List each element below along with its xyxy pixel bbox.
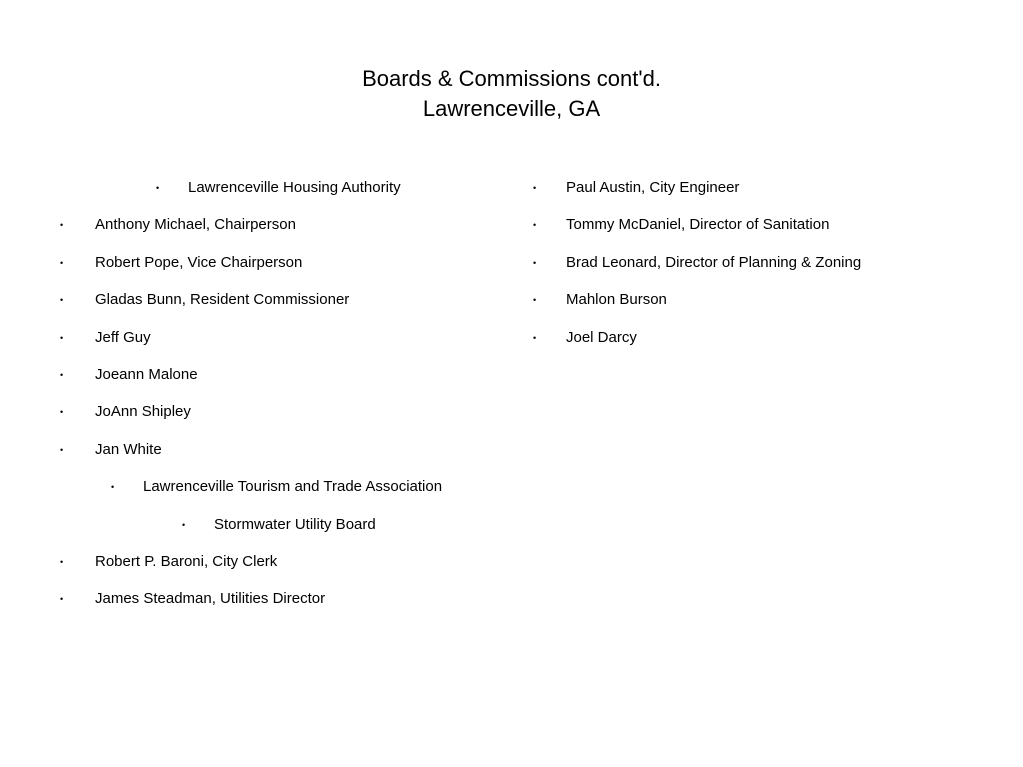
bullet-icon: •	[60, 220, 64, 231]
bullet-icon: •	[533, 183, 537, 193]
list-item	[0, 251, 1023, 288]
list-item	[0, 176, 1023, 213]
list-item-text: Robert P. Baroni, City Clerk	[95, 552, 278, 570]
bullet-icon: •	[60, 556, 64, 567]
list-item-text: Joeann Malone	[95, 365, 198, 383]
list-item	[0, 326, 1023, 363]
list-item-text: Joel Darcy	[566, 328, 637, 346]
bullet-icon: •	[182, 519, 186, 530]
list-item	[0, 363, 510, 400]
list-item	[0, 587, 510, 624]
list-item-text: Jeff Guy	[95, 328, 151, 346]
list-item-text: Anthony Michael, Chairperson	[95, 216, 296, 234]
bullet-icon: •	[533, 220, 537, 231]
list-item	[0, 288, 1023, 325]
list-item	[0, 438, 510, 475]
bullet-icon: •	[111, 482, 115, 493]
bullet-icon: •	[60, 594, 64, 605]
list-item-text: Lawrenceville Tourism and Trade Association	[143, 478, 443, 496]
list-item-text: Robert Pope, Vice Chairperson	[95, 253, 303, 271]
bullet-icon: •	[60, 369, 64, 380]
list-item-text: Stormwater Utility Board	[214, 515, 376, 533]
list-item-text: Brad Leonard, Director of Planning & Zoning	[566, 253, 862, 271]
list-item-text: Paul Austin, City Engineer	[566, 179, 740, 196]
bullet-icon: •	[60, 257, 64, 268]
list-item-text: Mahlon Burson	[566, 291, 667, 309]
right-bullet-list	[0, 176, 1023, 363]
list-item-heading	[0, 513, 510, 550]
list-item-text: Lawrenceville Housing Authority	[188, 179, 401, 196]
slide-title-line-1: Boards & Commissions cont'd.	[362, 66, 661, 91]
bullet-icon: •	[60, 332, 64, 343]
bullet-icon: •	[60, 444, 64, 455]
list-item	[0, 550, 510, 587]
list-item	[0, 213, 1023, 250]
bullet-icon: •	[156, 183, 160, 193]
list-item-text: JoAnn Shipley	[95, 403, 191, 421]
slide-title	[0, 64, 1023, 124]
list-item-heading	[0, 475, 510, 512]
list-item-text: James Steadman, Utilities Director	[95, 590, 326, 608]
list-item	[0, 400, 510, 437]
list-item-text: Gladas Bunn, Resident Commissioner	[95, 291, 350, 309]
slide-title-line-2: Lawrenceville, GA	[422, 96, 601, 121]
bullet-icon: •	[60, 407, 64, 418]
bullet-icon: •	[533, 332, 537, 343]
list-item-text: Jan White	[95, 440, 162, 458]
bullet-icon: •	[533, 257, 537, 268]
bullet-icon: •	[533, 295, 537, 306]
list-item-text: Tommy McDaniel, Director of Sanitation	[566, 216, 830, 234]
bullet-icon: •	[60, 295, 64, 306]
